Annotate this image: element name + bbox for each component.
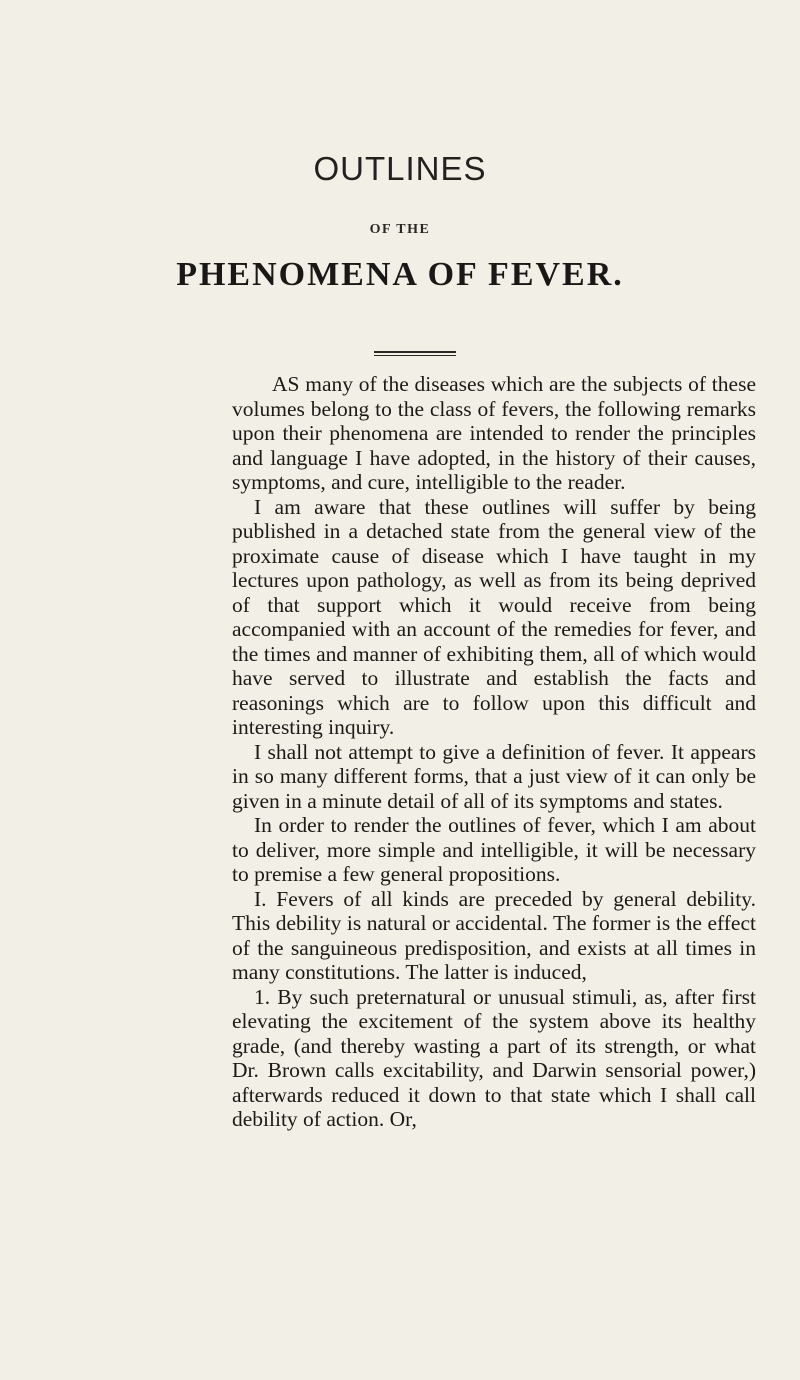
section-divider [374, 351, 456, 353]
chapter-heading: PHENOMENA OF FEVER. [176, 256, 624, 293]
section-divider-thin [374, 355, 456, 356]
paragraph: I am aware that these outlines will suffer by being published in a detached state from the general view of the proximate cause of disease which I have taught in my lectures upon pathology, as well as from its being deprived of that support which it would receive from being accompanied with an account of the remedies for fever, and the times and manner of exhibiting them, all of which would have served to illustrate and establish the facts and reasonings which are to follow upon this difficult and interesting inquiry. [232, 494, 756, 739]
paragraph: I. Fevers of all kinds are preceded by general debility. This debility is natural or accidental. The former is the effect of the sanguineous predisposition, and exists at all times in many constitutions. The latter is induced, [232, 886, 756, 984]
paragraph: In order to render the outlines of fever, which I am about to deliver, more simple and intelligible, it will be necessary to premise a few general propositions. [232, 813, 756, 886]
paragraph: 1. By such preternatural or unusual stimuli, as, after first elevating the excitement of the system above its healthy grade, (and thereby wasting a part of its strength, or what Dr. Brown calls excitability, and Darwin sensorial power,) afterwards reduced it down to that state which I shall call debility of action. Or, [232, 984, 756, 1131]
paragraph: I shall not attempt to give a definition of fever. It appears in so many different forms, that a just view of it can only be given in a minute detail of all of its symptoms and states. [232, 739, 756, 813]
page-subtitle: OF THE [369, 222, 431, 237]
page-title: OUTLINES [313, 150, 487, 187]
paragraph: AS many of the diseases which are the subjects of these volumes belong to the class of fevers, the following remarks upon their phenomena are intended to render the principles and language I have adopted, in the history of their causes, symptoms, and cure, intelligible to the reader. [232, 372, 756, 494]
body-text [232, 372, 756, 1132]
